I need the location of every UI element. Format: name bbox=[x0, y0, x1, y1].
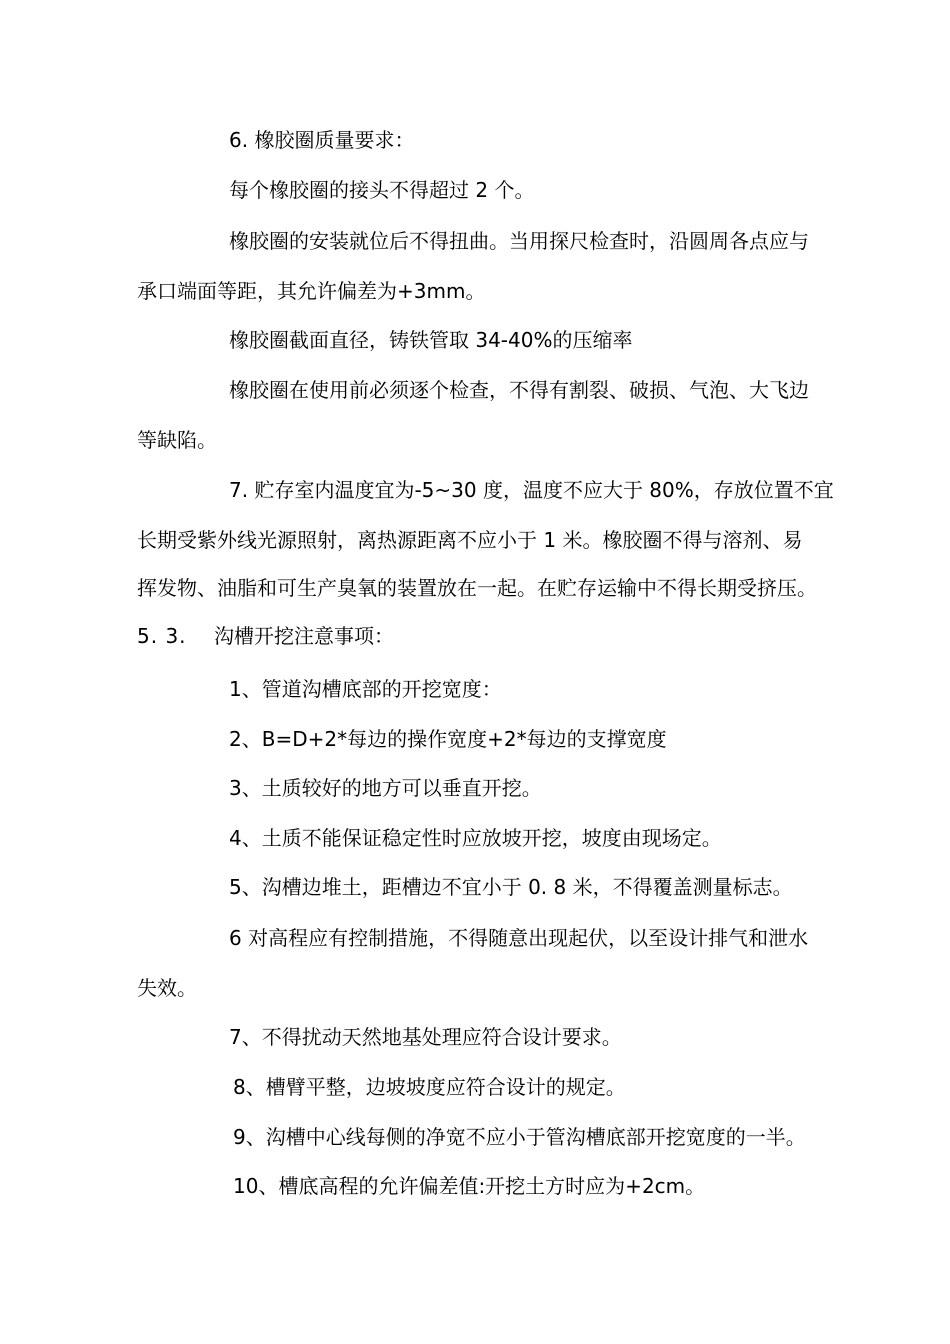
item6-paragraph-4-line-1: 橡胶圈在使用前必须逐个检查，不得有割裂、破损、气泡、大飞边 bbox=[229, 378, 809, 402]
item7-line-2: 长期受紫外线光源照射，离热源距离不应小于 1 米。橡胶圈不得与溶剂、易 bbox=[137, 528, 803, 552]
section-number: 5. 3. bbox=[137, 624, 187, 648]
trench-item-5: 5、沟槽边堆土，距槽边不宜小于 0. 8 米，不得覆盖测量标志。 bbox=[229, 875, 793, 899]
trench-item-10: 10、槽底高程的允许偏差值:开挖土方时应为+2cm。 bbox=[233, 1174, 706, 1198]
trench-item-2: 2、B=D+2*每边的操作宽度+2*每边的支撑宽度 bbox=[229, 727, 667, 751]
item6-title: 6. 橡胶圈质量要求： bbox=[229, 128, 415, 152]
trench-item-7: 7、不得扰动天然地基处理应符合设计要求。 bbox=[229, 1025, 622, 1049]
trench-item-4: 4、土质不能保证稳定性时应放坡开挖，坡度由现场定。 bbox=[229, 826, 722, 850]
item6-paragraph-3: 橡胶圈截面直径，铸铁管取 34-40%的压缩率 bbox=[229, 328, 633, 352]
item6-paragraph-2-line-1: 橡胶圈的安装就位后不得扭曲。当用探尺检查时，沿圆周各点应与 bbox=[229, 229, 809, 253]
trench-item-6-line-1: 6 对高程应有控制措施，不得随意出现起伏，以至设计排气和泄水 bbox=[229, 926, 809, 950]
item6-paragraph-2-line-2: 承口端面等距，其允许偏差为+3mm。 bbox=[137, 279, 486, 303]
trench-item-3: 3、土质较好的地方可以垂直开挖。 bbox=[229, 776, 542, 800]
section-title: 沟槽开挖注意事项： bbox=[214, 624, 394, 648]
trench-item-1: 1、管道沟槽底部的开挖宽度： bbox=[229, 677, 502, 701]
trench-item-9: 9、沟槽中心线每侧的净宽不应小于管沟槽底部开挖宽度的一半。 bbox=[233, 1125, 806, 1149]
trench-item-6-line-2: 失效。 bbox=[137, 976, 197, 1000]
item7-line-1: 7. 贮存室内温度宜为-5~30 度，温度不应大于 80%，存放位置不宜 bbox=[229, 478, 834, 502]
item6-paragraph-4-line-2: 等缺陷。 bbox=[137, 428, 217, 452]
item7-line-3: 挥发物、油脂和可生产臭氧的装置放在一起。在贮存运输中不得长期受挤压。 bbox=[137, 576, 817, 600]
item6-paragraph-1: 每个橡胶圈的接头不得超过 2 个。 bbox=[229, 178, 535, 202]
trench-item-8: 8、槽臂平整，边坡坡度应符合设计的规定。 bbox=[233, 1075, 626, 1099]
